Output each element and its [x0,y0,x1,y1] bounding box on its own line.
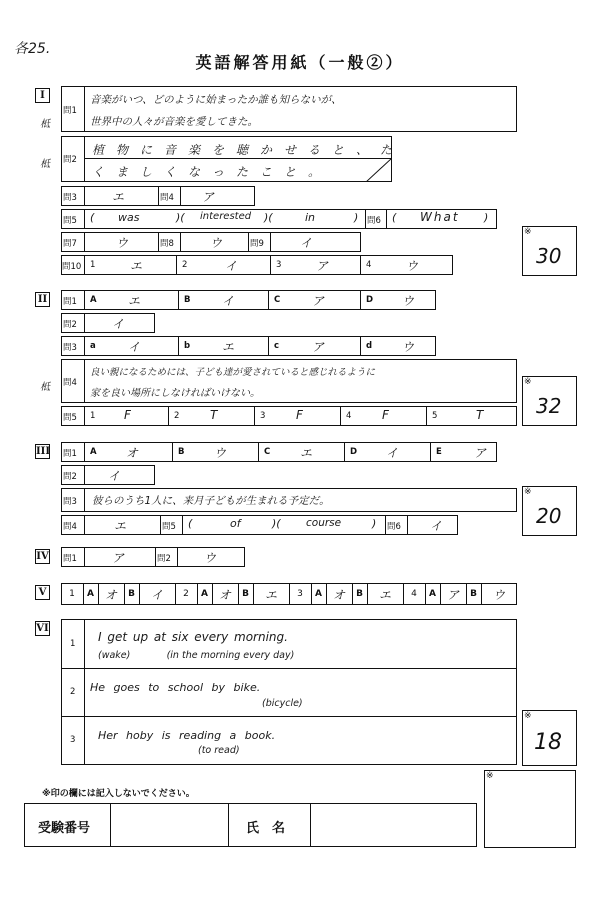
sec3-q5-answer-a[interactable]: of [230,517,241,530]
sec3-q4-answer[interactable]: エ [114,519,127,533]
sec1-q7-answer[interactable]: ウ [116,236,129,250]
sec3-q3-label: 問3 [63,497,77,507]
sec5-label-A: A [87,589,94,599]
sec3-q1-label: 問1 [63,449,77,459]
sec2-q2-label: 問2 [63,320,77,330]
sec3-q1-answer-D[interactable]: イ [386,446,399,460]
page-title: 英語解答用紙（一般②） [195,53,405,72]
sec5-label-A: A [201,589,208,599]
sec4-q2-label: 問2 [157,554,171,564]
sec3-q1-answer-B[interactable]: ウ [214,446,227,460]
sec2-q4-answer-line2[interactable]: 家を良い場所にしなければいけない。 [90,388,260,399]
sec5-answer-4-B[interactable]: ウ [492,588,505,602]
sec1-q1-label: 問1 [63,106,77,116]
sec6-answer-3[interactable]: Her hoby is reading a book. [98,729,276,742]
margin-note-2: 柢 [40,159,50,170]
sec5-label-A: A [429,589,436,599]
sec1-q9-answer[interactable]: イ [300,236,313,250]
sec1-score: 30 [536,244,562,268]
sec1-q7-label: 問7 [63,239,77,249]
name-label: 氏 名 [246,821,286,836]
sec6-note-1: (wake) (in the morning every day) [98,650,295,661]
sec1-q6-label: 問6 [367,216,381,226]
sec2-score: 32 [536,394,562,418]
sec2-q3-answer-b[interactable]: エ [222,340,235,354]
section-mark-4: IV [36,551,49,562]
sec2-q5-answer-1[interactable]: F [124,408,131,422]
sec3-q6-label: 問6 [387,522,401,532]
sec1-q2-slash [366,158,392,182]
sec2-q1-answer-A[interactable]: エ [128,294,141,308]
sec1-q5-answer-c[interactable]: in [305,211,316,224]
sec5-group-number: 4 [411,589,417,599]
sec2-q1-box [61,290,436,310]
sec1-q10-answer-2[interactable]: イ [225,259,238,273]
section-mark-6: VI [36,623,49,634]
sec1-q9-label: 問9 [250,239,264,249]
sec2-q3-answer-a[interactable]: イ [128,340,141,354]
sec3-q1-answer-E[interactable]: ア [474,446,487,460]
sec5-answer-1-A[interactable]: オ [104,588,117,602]
sec5-answer-4-A[interactable]: ア [446,588,459,602]
sec5-label-B: B [242,589,249,599]
sec1-q2-answer-line1[interactable]: 植物に音楽を聴かせると、た [92,143,405,157]
sec3-q2-label: 問2 [63,472,77,482]
margin-note-3: 柢 [40,382,50,393]
sec5-answer-3-B[interactable]: エ [378,588,391,602]
sec5-answer-2-A[interactable]: オ [218,588,231,602]
sec3-q1-answer-C[interactable]: エ [300,446,313,460]
section-mark-5: V [35,585,50,600]
sec2-q4-answer-line1[interactable]: 良い親になるためには、子ども達が愛されていると感じれるように [90,367,376,378]
sec1-q3-answer[interactable]: エ [112,190,125,204]
sec5-group-number: 2 [183,589,189,599]
margin-note-1: 柢 [40,119,50,130]
total-score-box [484,770,576,848]
sec2-q5-answer-5[interactable]: T [476,408,484,422]
sec1-q10-box [61,255,453,275]
sec3-q3-answer[interactable]: 彼らのうち1人に、来月子どもが生まれる予定だ。 [92,495,330,507]
sec5-label-B: B [128,589,135,599]
sec5-label-B: B [470,589,477,599]
sec2-q3-box [61,336,436,356]
sec2-q1-answer-C[interactable]: ア [312,294,325,308]
sec1-q10-answer-1[interactable]: エ [130,259,143,273]
sec1-q3-label: 問3 [63,193,77,203]
sec2-q3-answer-c[interactable]: ア [312,340,325,354]
sec1-q4-label: 問4 [160,193,174,203]
sec2-q1-label: 問1 [63,297,77,307]
sec4-q2-answer[interactable]: ウ [204,551,217,565]
sec4-q1-answer[interactable]: ア [112,551,125,565]
sec1-q10-answer-4[interactable]: ウ [406,259,419,273]
sec5-answer-2-B[interactable]: エ [264,588,277,602]
sec1-q1-answer-line2[interactable]: 世界中の人々が音楽を愛してきた。 [90,116,258,128]
sec2-q5-answer-3[interactable]: F [296,408,303,422]
sec1-q8-answer[interactable]: ウ [210,236,223,250]
sec6-answer-1[interactable]: I get up at six every morning. [98,630,288,644]
sec2-q1-answer-D[interactable]: ウ [402,294,415,308]
sec5-label-A: A [315,589,322,599]
sec1-q4-answer[interactable]: ア [202,190,215,204]
sec2-q5-label: 問5 [63,413,77,423]
sec4-box [61,547,245,567]
sec1-q10-label: 問10 [62,262,82,272]
sec3-q2-answer[interactable]: イ [108,469,121,483]
exam-number-label: 受験番号 [38,821,91,836]
section-mark-1: I [35,88,50,103]
sec6-score: 18 [534,730,562,755]
sec1-q10-answer-3[interactable]: ア [316,259,329,273]
sec1-q5-label: 問5 [63,216,77,226]
sec5-group-number: 1 [69,589,75,599]
sec1-q5-answer-a[interactable]: was [118,211,140,224]
sec5-label-B: B [356,589,363,599]
sec1-q5-answer-b[interactable]: interested [200,211,252,222]
sec1-q1-answer-line1[interactable]: 音楽がいつ、どのように始まったか誰も知らないが、 [90,94,342,106]
sec6-note-3: (to read) [198,745,240,756]
sec3-q4-label: 問4 [63,522,77,532]
name-field[interactable] [312,805,474,845]
sec1-q2-answer-line2[interactable]: くましくなったこと。 [92,165,333,179]
sec1-q6-answer[interactable]: What [420,210,460,224]
sec2-q2-answer[interactable]: イ [112,317,125,331]
sec2-q3-label: 問3 [63,343,77,353]
sec2-q4-label: 問4 [63,378,77,388]
sec3-q5-label: 問5 [162,522,176,532]
section-mark-2: II [35,292,50,307]
sec5-answer-1-B[interactable]: イ [150,588,163,602]
exam-number-field[interactable] [112,805,227,845]
sec3-q5-answer-b[interactable]: course [306,517,342,529]
sec3-score: 20 [536,504,562,528]
sec3-q1-answer-A[interactable]: オ [126,446,139,460]
sec2-q1-answer-B[interactable]: イ [222,294,235,308]
sec1-q2-label: 問2 [63,155,77,165]
sec2-q3-answer-d[interactable]: ウ [402,340,415,354]
sec6-answer-2[interactable]: He goes to school by bike. [90,681,261,694]
sec2-q5-answer-2[interactable]: T [210,408,218,422]
sec6-note-2: (bicycle) [262,698,303,709]
section-mark-3: III [36,446,51,457]
sec2-q5-answer-4[interactable]: F [382,408,389,422]
sec5-answer-3-A[interactable]: オ [332,588,345,602]
sec3-q6-answer[interactable]: イ [430,519,443,533]
corner-note: 各25. [14,41,51,57]
sec4-q1-label: 問1 [63,554,77,564]
sec5-group-number: 3 [297,589,303,599]
footer-note: ※印の欄には記入しないでください。 [42,789,195,799]
sec1-q8-label: 問8 [160,239,174,249]
